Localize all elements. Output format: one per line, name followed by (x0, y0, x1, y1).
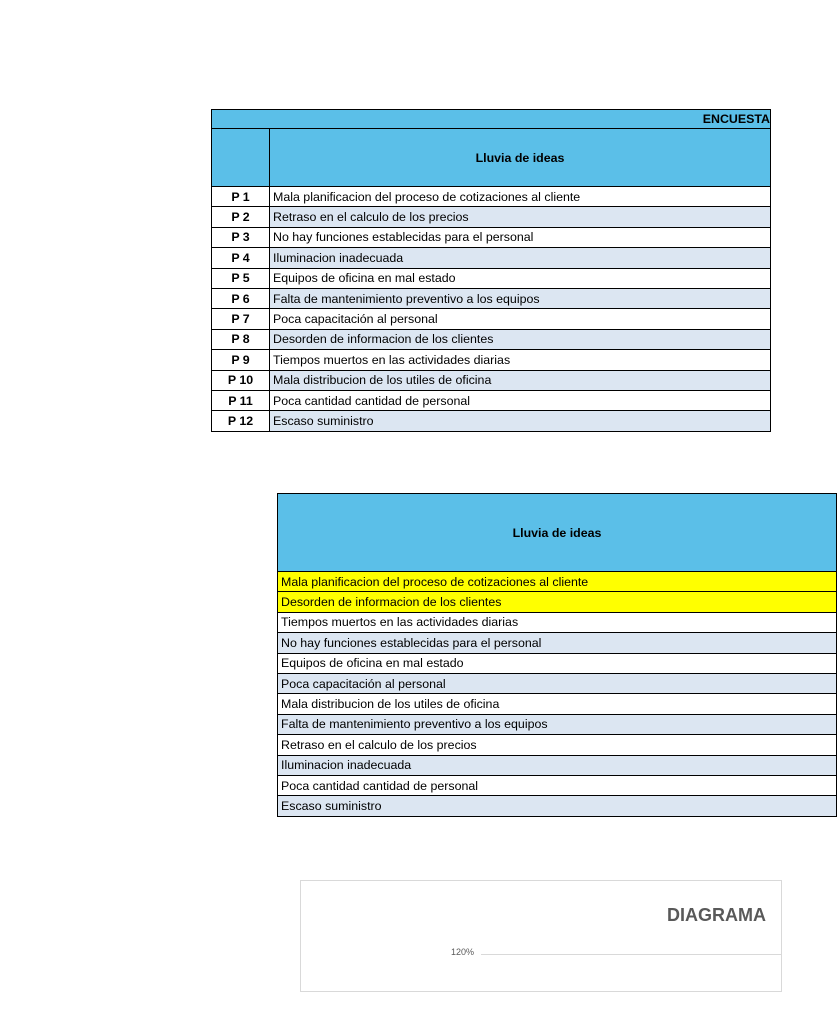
idea-cell[interactable]: Poca capacitación al personal (278, 673, 837, 693)
row-id-cell[interactable]: P 11 (212, 390, 270, 410)
idea-cell[interactable]: Equipos de oficina en mal estado (270, 268, 771, 288)
table-row (212, 390, 771, 410)
table-row (278, 633, 837, 653)
header-empty-cell (212, 129, 270, 187)
row-id-cell[interactable]: P 9 (212, 350, 270, 370)
idea-cell-highlighted[interactable]: Desorden de informacion de los clientes (278, 592, 837, 612)
idea-cell[interactable]: No hay funciones establecidas para el personal (270, 227, 771, 247)
idea-cell[interactable]: Poca capacitación al personal (270, 309, 771, 329)
table-row (278, 572, 837, 592)
row-id-cell[interactable]: P 10 (212, 370, 270, 390)
idea-cell[interactable]: Poca cantidad cantidad de personal (270, 390, 771, 410)
table-row (212, 411, 771, 431)
idea-cell[interactable]: Falta de mantenimiento preventivo a los equipos (270, 288, 771, 308)
table2-header: Lluvia de ideas (512, 525, 602, 540)
brainstorm-table-ranked-viewport (276, 492, 703, 822)
table-row (278, 694, 837, 714)
table-row (278, 796, 837, 816)
idea-cell[interactable]: Equipos de oficina en mal estado (278, 653, 837, 673)
idea-cell[interactable]: Iluminacion inadecuada (270, 248, 771, 268)
survey-band-cell (212, 110, 771, 129)
idea-cell[interactable]: No hay funciones establecidas para el personal (278, 633, 837, 653)
table-row (278, 714, 837, 734)
row-id-cell[interactable]: P 2 (212, 207, 270, 227)
table-row (278, 775, 837, 795)
idea-cell[interactable]: Mala distribucion de los utiles de oficina (278, 694, 837, 714)
idea-cell[interactable]: Falta de mantenimiento preventivo a los equipos (278, 714, 837, 734)
table-row (212, 248, 771, 268)
table-row (212, 227, 771, 247)
row-id-cell[interactable]: P 12 (212, 411, 270, 431)
table-row (212, 370, 771, 390)
table-row (212, 207, 771, 227)
idea-cell-highlighted[interactable]: Mala planificacion del proceso de cotizaciones al cliente (278, 572, 837, 592)
chart-gridline (481, 954, 781, 955)
brainstorm-table-ranked (277, 493, 837, 817)
idea-cell[interactable]: Poca cantidad cantidad de personal (278, 775, 837, 795)
idea-cell[interactable]: Desorden de informacion de los clientes (270, 329, 771, 349)
row-id-cell[interactable]: P 4 (212, 248, 270, 268)
table-row (278, 735, 837, 755)
idea-cell[interactable]: Mala planificacion del proceso de cotizaciones al cliente (270, 187, 771, 207)
idea-cell[interactable]: Escaso suministro (270, 411, 771, 431)
table2-header-cell (278, 494, 837, 572)
table-row (278, 592, 837, 612)
table-row (212, 309, 771, 329)
table-row (278, 612, 837, 632)
row-id-cell[interactable]: P 8 (212, 329, 270, 349)
chart-viewport (300, 880, 766, 957)
chart-frame[interactable] (300, 880, 782, 992)
idea-cell[interactable]: Tiempos muertos en las actividades diarias (278, 612, 837, 632)
table-row (212, 288, 771, 308)
table-row (212, 350, 771, 370)
row-id-cell[interactable]: P 6 (212, 288, 270, 308)
chart-title: DIAGRAMA (667, 905, 766, 925)
table1-header: Lluvia de ideas (475, 150, 565, 165)
row-id-cell[interactable]: P 3 (212, 227, 270, 247)
row-id-cell[interactable]: P 7 (212, 309, 270, 329)
y-axis-tick-label: 120% (451, 947, 475, 957)
row-id-cell[interactable]: P 1 (212, 187, 270, 207)
table-row (212, 329, 771, 349)
table1-header-cell (270, 129, 771, 187)
table-row (278, 673, 837, 693)
table-row (278, 755, 837, 775)
idea-cell[interactable]: Tiempos muertos en las actividades diarias (270, 350, 771, 370)
brainstorm-table-numbered-viewport (210, 108, 770, 438)
idea-cell[interactable]: Iluminacion inadecuada (278, 755, 837, 775)
table-row (278, 653, 837, 673)
idea-cell[interactable]: Retraso en el calculo de los precios (270, 207, 771, 227)
brainstorm-table-numbered (211, 109, 771, 432)
idea-cell[interactable]: Mala distribucion de los utiles de oficina (270, 370, 771, 390)
table-row (212, 187, 771, 207)
table-row (212, 268, 771, 288)
row-id-cell[interactable]: P 5 (212, 268, 270, 288)
idea-cell[interactable]: Escaso suministro (278, 796, 837, 816)
idea-cell[interactable]: Retraso en el calculo de los precios (278, 735, 837, 755)
survey-band-title: ENCUESTA (702, 112, 770, 126)
